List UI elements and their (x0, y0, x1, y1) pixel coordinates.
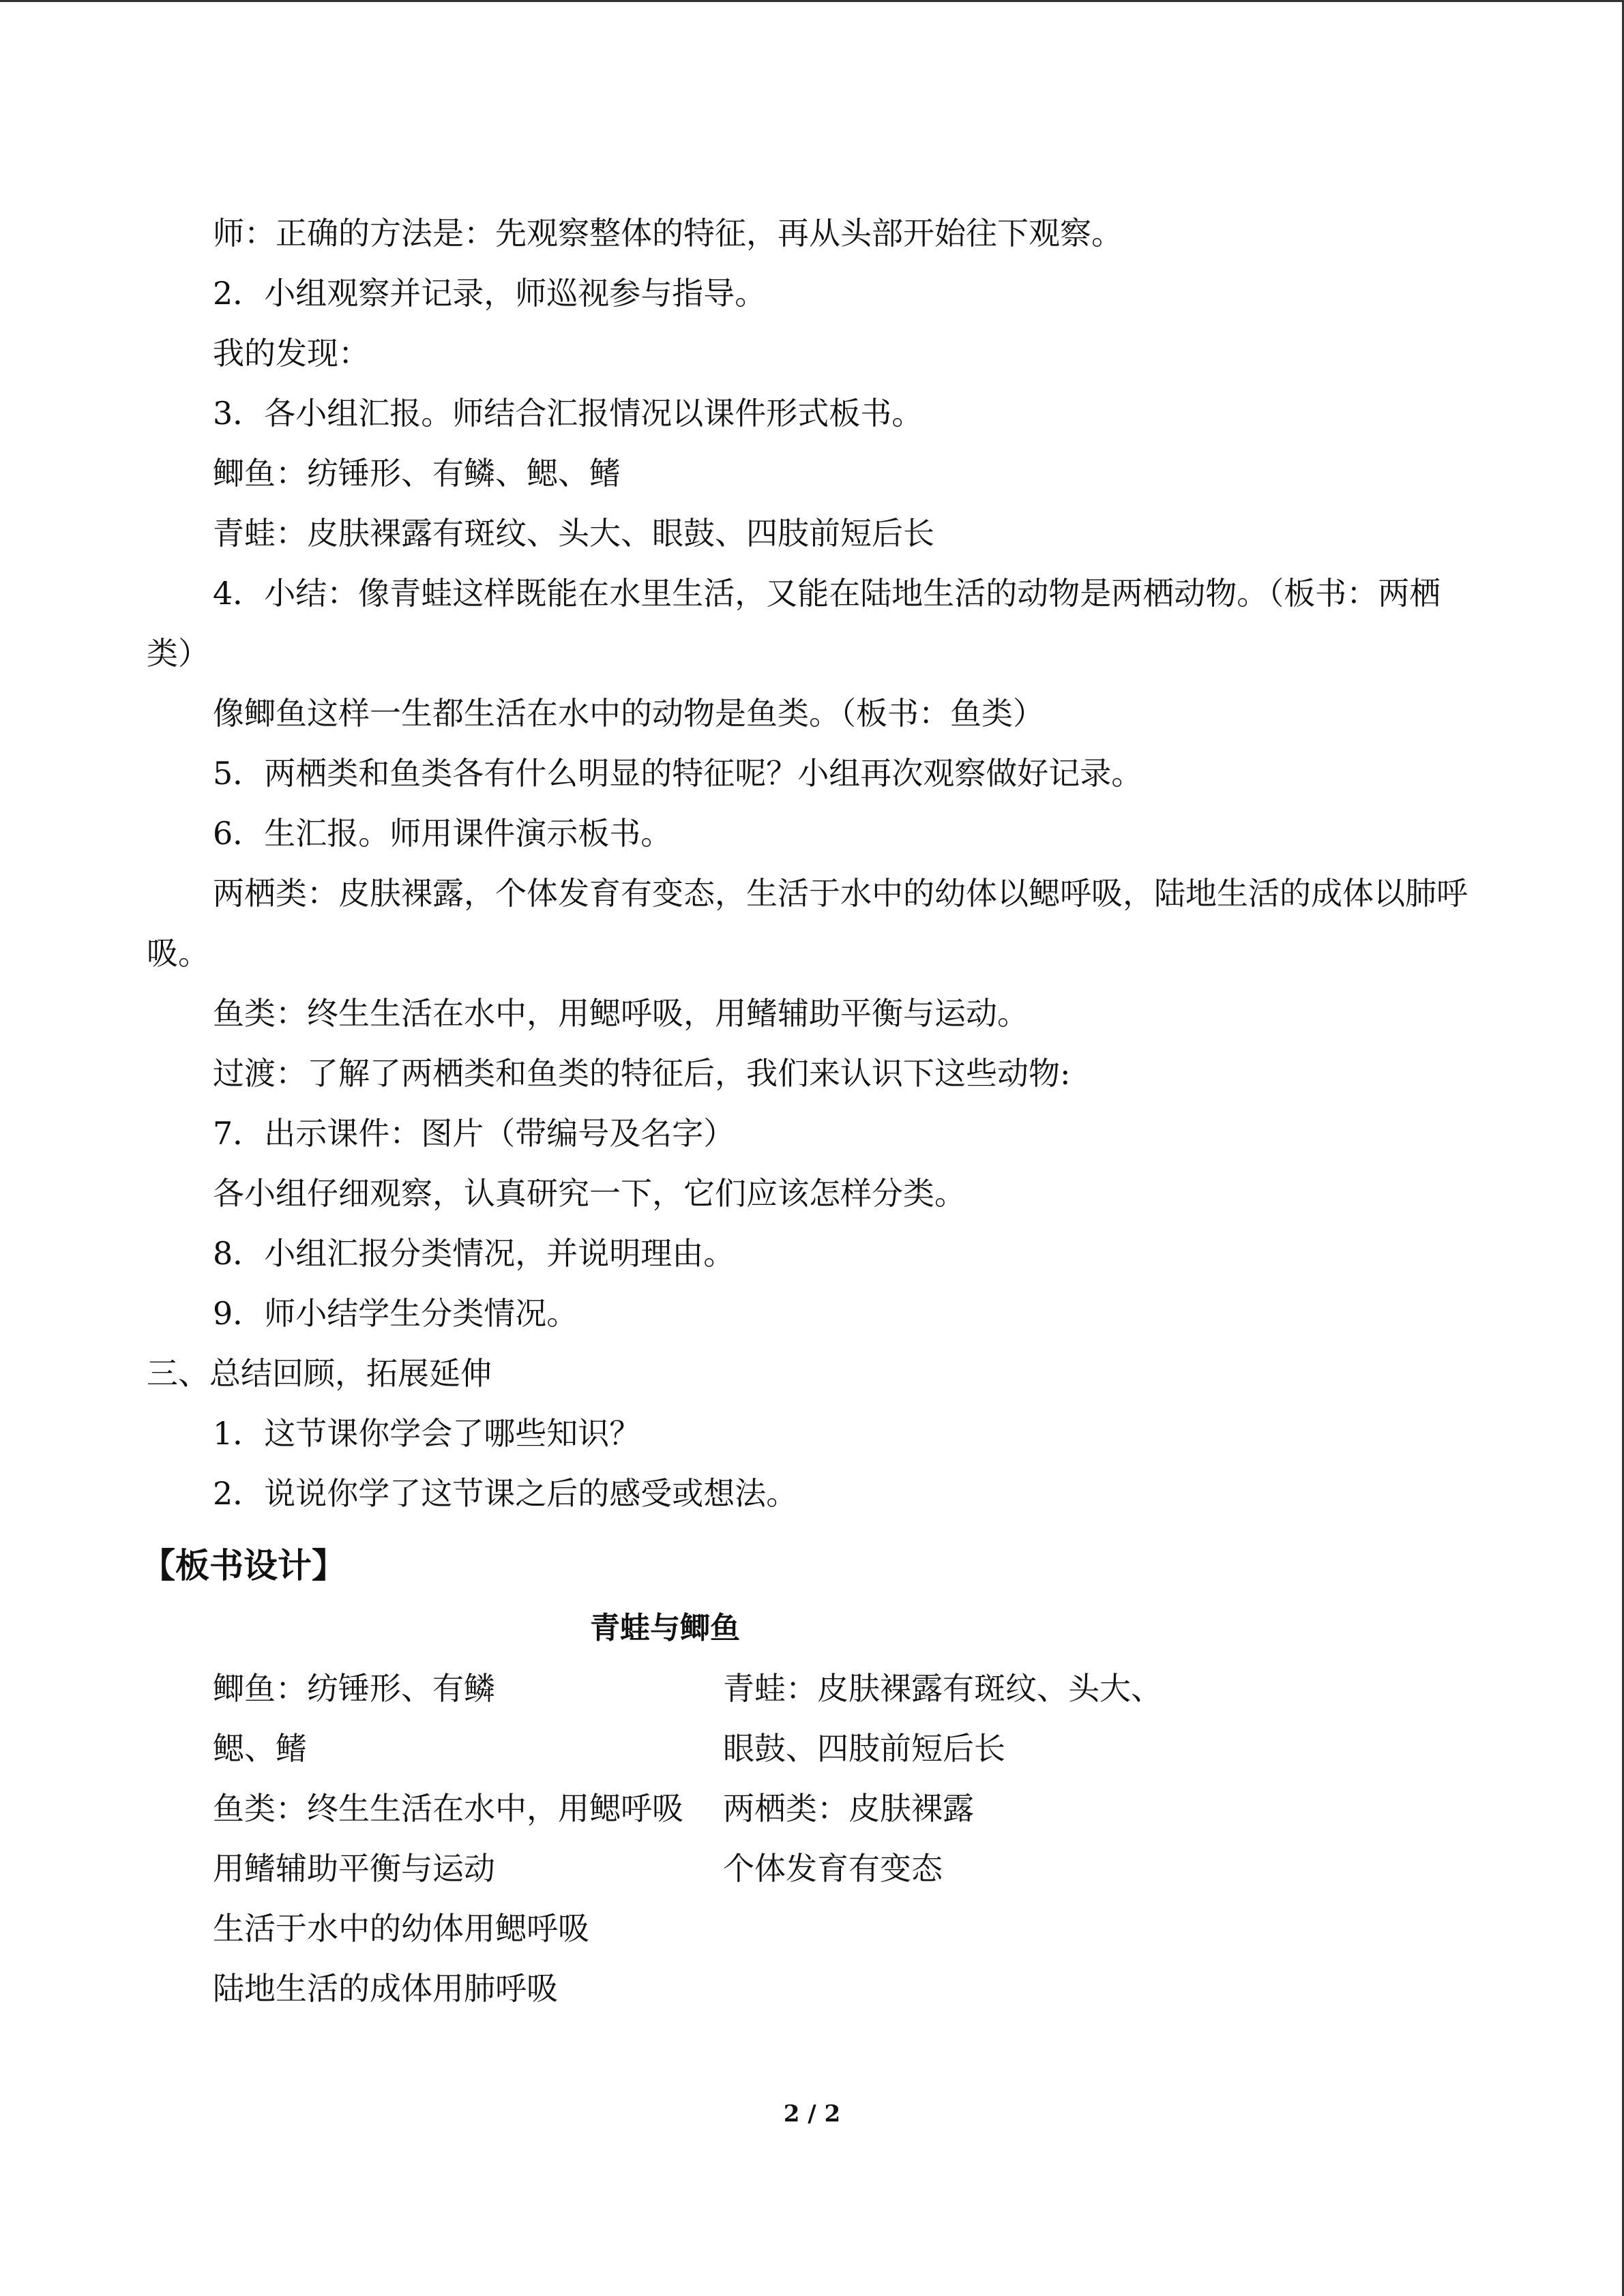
board-left-text: 鳃、鳍 (213, 1730, 307, 1767)
paragraph: 鱼类：终生生活在水中，用鳃呼吸，用鳍辅助平衡与运动。 (213, 995, 1029, 1032)
paragraph: 2．小组观察并记录，师巡视参与指导。 (213, 275, 767, 312)
board-right-text: 个体发育有变态 (723, 1850, 943, 1887)
paragraph: 三、总结回顾，拓展延伸 (147, 1355, 492, 1392)
document-body (141, 203, 1477, 2018)
board-right-text: 青蛙：皮肤裸露有斑纹、头大、 (723, 1670, 1162, 1707)
section-heading: 【板书设计】 (141, 1546, 346, 1585)
board-left-text: 鱼类：终生生活在水中，用鳃呼吸 (213, 1790, 683, 1827)
board-row (147, 1778, 1477, 1838)
paragraph: 青蛙：皮肤裸露有斑纹、头大、眼鼓、四肢前短后长 (213, 515, 934, 552)
paragraph: 8．小组汇报分类情况，并说明理由。 (213, 1235, 735, 1272)
paragraph: 师：正确的方法是：先观察整体的特征，再从头部开始往下观察。 (213, 215, 1123, 252)
board-content (147, 1658, 1477, 2018)
paragraph: 6．生汇报。师用课件演示板书。 (213, 815, 673, 852)
paragraph: 5．两栖类和鱼类各有什么明显的特征呢？小组再次观察做好记录。 (213, 755, 1143, 792)
paragraph: 4．小结：像青蛙这样既能在水里生活，又能在陆地生活的动物是两栖动物。（板书：两栖类） (147, 575, 1441, 672)
paragraph: 7．出示课件：图片（带编号及名字） (213, 1115, 735, 1152)
board-left-text: 生活于水中的幼体用鳃呼吸 (213, 1910, 589, 1947)
board-row (147, 1898, 1477, 1958)
page-number: 2 / 2 (783, 2100, 841, 2128)
board-left-text: 用鳍辅助平衡与运动 (213, 1850, 495, 1887)
board-row (147, 1718, 1477, 1778)
board-right-text: 眼鼓、四肢前短后长 (723, 1730, 1005, 1767)
board-left-text: 鲫鱼：纺锤形、有鳞 (213, 1670, 495, 1707)
paragraph: 鲫鱼：纺锤形、有鳞、鳃、鳍 (213, 455, 621, 492)
board-design-section (141, 1533, 1477, 2018)
board-left-text: 陆地生活的成体用肺呼吸 (213, 1970, 558, 2007)
paragraph: 过渡：了解了两栖类和鱼类的特征后，我们来认识下这些动物: (213, 1055, 1071, 1092)
paragraph: 各小组仔细观察，认真研究一下，它们应该怎样分类。 (213, 1175, 966, 1212)
paragraph: 3．各小组汇报。师结合汇报情况以课件形式板书。 (213, 395, 924, 432)
board-right-text: 两栖类：皮肤裸露 (723, 1790, 974, 1827)
lesson-procedure (147, 203, 1477, 1523)
paragraph: 9．师小结学生分类情况。 (213, 1295, 578, 1332)
paragraph: 两栖类：皮肤裸露，个体发育有变态，生活于水中的幼体以鳃呼吸，陆地生活的成体以肺呼吸。 (147, 875, 1468, 972)
board-title: 青蛙与鲫鱼 (590, 1611, 740, 1645)
board-row (147, 1658, 1477, 1718)
board-row (147, 1958, 1477, 2018)
paragraph: 2．说说你学了这节课之后的感受或想法。 (213, 1475, 798, 1512)
paragraph: 1．这节课你学会了哪些知识？ (213, 1415, 641, 1452)
board-row (147, 1838, 1477, 1898)
paragraph: 像鲫鱼这样一生都生活在水中的动物是鱼类。（板书：鱼类） (213, 695, 1044, 732)
paragraph: 我的发现： (213, 335, 370, 372)
